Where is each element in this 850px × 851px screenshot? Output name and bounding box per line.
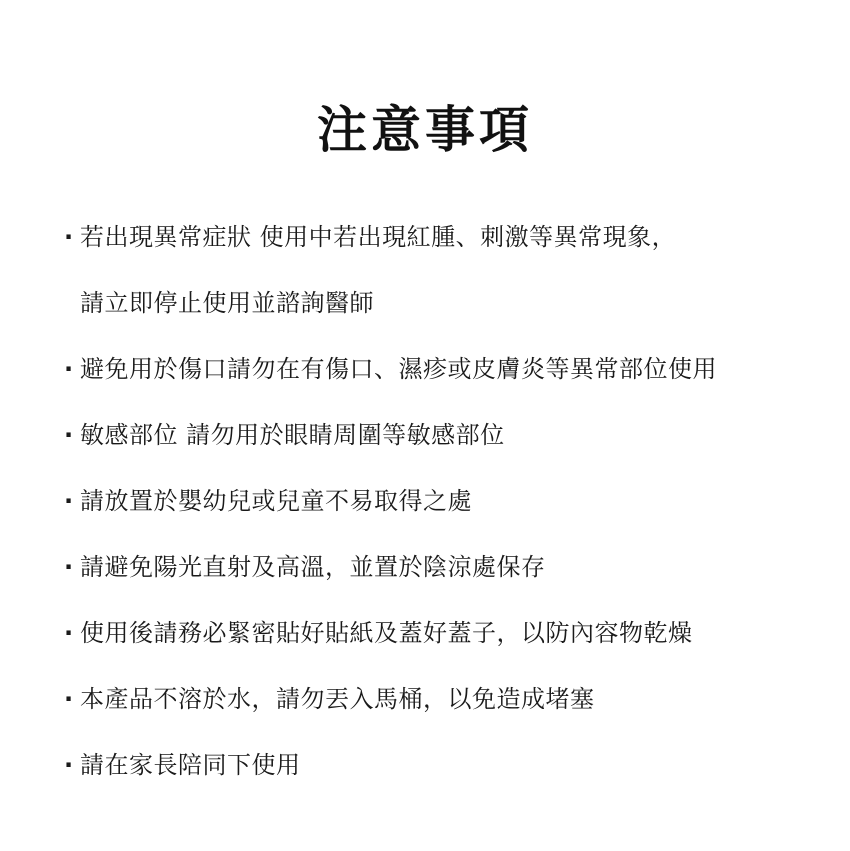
notes-line-text: 請在家長陪同下使用 (80, 751, 301, 779)
bullet-marker: · (64, 355, 74, 383)
notes-line-text: 請放置於嬰幼兒或兒童不易取得之處 (80, 487, 472, 515)
notes-line-4 (64, 416, 824, 482)
notes-line-8 (64, 680, 824, 746)
bullet-marker: · (64, 685, 74, 713)
notes-line-text: 本產品不溶於水，請勿丟入馬桶，以免造成堵塞 (80, 685, 595, 713)
bullet-marker: · (64, 751, 74, 779)
bullet-marker: · (64, 619, 74, 647)
bullet-marker: · (64, 487, 74, 515)
notes-line-1 (64, 218, 824, 284)
notes-line-text: 避免用於傷口請勿在有傷口、濕疹或皮膚炎等異常部位使用 (80, 355, 717, 383)
notes-line-text: 若出現異常症狀 使用中若出現紅腫、刺激等異常現象， (80, 223, 677, 251)
notes-line-text: 敏感部位 請勿用於眼睛周圍等敏感部位 (80, 421, 505, 449)
notes-line-6 (64, 548, 824, 614)
notes-line-9 (64, 746, 824, 812)
page-title: 注意事項 (317, 101, 533, 159)
bullet-marker: · (64, 553, 74, 581)
bullet-marker: · (64, 223, 74, 251)
bullet-marker: · (64, 421, 74, 449)
notes-line-7 (64, 614, 824, 680)
notes-list (64, 218, 824, 812)
notes-line-2 (64, 284, 824, 350)
notes-line-text: 請避免陽光直射及高溫，並置於陰涼處保存 (80, 553, 546, 581)
notes-line-text: 使用後請務必緊密貼好貼紙及蓋好蓋子，以防內容物乾燥 (80, 619, 693, 647)
notes-line-5 (64, 482, 824, 548)
notes-line-3 (64, 350, 824, 416)
notes-line-text: 請立即停止使用並諮詢醫師 (80, 289, 374, 317)
